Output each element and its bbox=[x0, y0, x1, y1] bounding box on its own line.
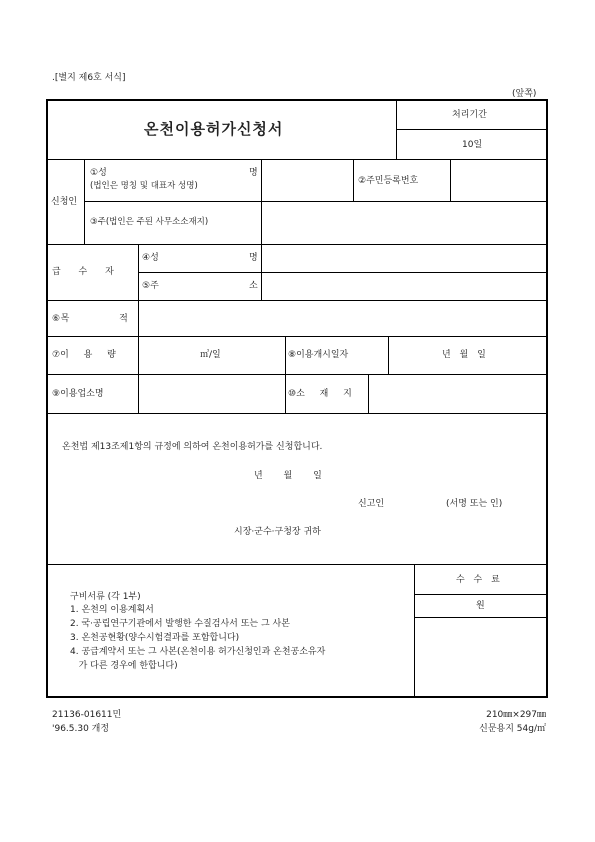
applicant-name-label-end: 명 bbox=[249, 168, 258, 178]
divider bbox=[368, 374, 369, 413]
divider bbox=[414, 564, 415, 698]
divider bbox=[48, 564, 546, 565]
supplier-address-label-end: 소 bbox=[249, 281, 258, 291]
divider bbox=[138, 201, 546, 202]
divider bbox=[138, 272, 546, 273]
applicant-section-label: 신청인 bbox=[51, 197, 78, 207]
applicant-name-note: (법인은 명칭 및 대표자 성명) bbox=[90, 181, 198, 191]
divider bbox=[414, 594, 546, 595]
divider bbox=[285, 336, 286, 413]
supplier-name-label: ④성 bbox=[142, 253, 159, 263]
usage-amount-unit: ㎥/일 bbox=[200, 350, 221, 360]
supplier-address-label: ⑤주 bbox=[142, 281, 159, 291]
divider bbox=[138, 300, 139, 413]
documents-heading: 구비서류 (각 1부) bbox=[70, 592, 141, 602]
form-number: .[별지 제6호 서식] bbox=[52, 73, 126, 83]
divider bbox=[396, 101, 397, 159]
document-item: 2. 국·공립연구기관에서 발행한 수질검사서 또는 그 사본 bbox=[70, 619, 290, 629]
page-side-label: (앞쪽) bbox=[512, 89, 537, 99]
applicant-name-label: ①성 bbox=[90, 168, 107, 178]
declaration-statement: 온천법 제13조제1항의 규정에 의하여 온천이용허가를 신청합니다. bbox=[62, 442, 323, 452]
divider bbox=[138, 244, 139, 300]
form-code: 21136-01611민 bbox=[52, 710, 122, 720]
supplier-name-label-end: 명 bbox=[249, 253, 258, 263]
start-date-label: ⑧이용개시일자 bbox=[288, 350, 349, 360]
document-item: 4. 공급계약서 또는 그 사본(온천이용 허가신청인과 온천공소유자 bbox=[70, 647, 326, 657]
business-name-label: ⑨이용업소명 bbox=[52, 389, 104, 399]
document-item: 가 다른 경우에 한합니다) bbox=[70, 661, 178, 671]
fee-label: 수 수 료 bbox=[456, 575, 500, 585]
divider bbox=[396, 129, 546, 130]
divider bbox=[48, 159, 546, 160]
usage-amount-label: ⑦이 용 량 bbox=[52, 350, 116, 360]
form-title: 온천이용허가신청서 bbox=[144, 120, 284, 138]
divider bbox=[48, 336, 546, 337]
revision-date: '96.5.30 개정 bbox=[52, 724, 110, 734]
divider bbox=[48, 300, 546, 301]
divider bbox=[388, 336, 389, 374]
divider bbox=[261, 244, 262, 300]
signature-label: (서명 또는 인) bbox=[446, 499, 503, 509]
divider bbox=[48, 374, 546, 375]
processing-period-label: 처리기간 bbox=[452, 110, 487, 120]
declarant-label: 신고인 bbox=[358, 499, 385, 509]
divider bbox=[85, 201, 139, 202]
divider bbox=[353, 159, 354, 201]
declaration-date: 년 월 일 bbox=[254, 471, 322, 481]
divider bbox=[414, 617, 546, 618]
divider bbox=[48, 244, 546, 245]
supplier-section-label: 급 수 자 bbox=[52, 267, 115, 277]
document-item: 1. 온천의 이용계획서 bbox=[70, 605, 154, 615]
divider bbox=[48, 413, 546, 414]
applicant-address-label: ③주(법인은 주된 사무소소재지) bbox=[90, 217, 209, 227]
document-item: 3. 온천공현황(양수시험결과를 포함합니다) bbox=[70, 633, 240, 643]
paper-size: 210㎜×297㎜ bbox=[486, 710, 546, 720]
paper-type: 신문용지 54g/㎡ bbox=[479, 724, 546, 734]
fee-unit: 원 bbox=[476, 601, 485, 611]
divider bbox=[261, 159, 262, 244]
start-date-value: 년 월 일 bbox=[442, 350, 486, 360]
resident-number-label: ②주민등록번호 bbox=[358, 176, 419, 186]
purpose-label: ⑥목 적 bbox=[52, 314, 129, 324]
recipient-label: 시장·군수·구청장 귀하 bbox=[234, 527, 321, 537]
divider bbox=[450, 159, 451, 201]
location-label: ⑩소 재 지 bbox=[288, 389, 352, 399]
processing-period-value: 10일 bbox=[462, 140, 483, 150]
application-form bbox=[46, 99, 548, 698]
